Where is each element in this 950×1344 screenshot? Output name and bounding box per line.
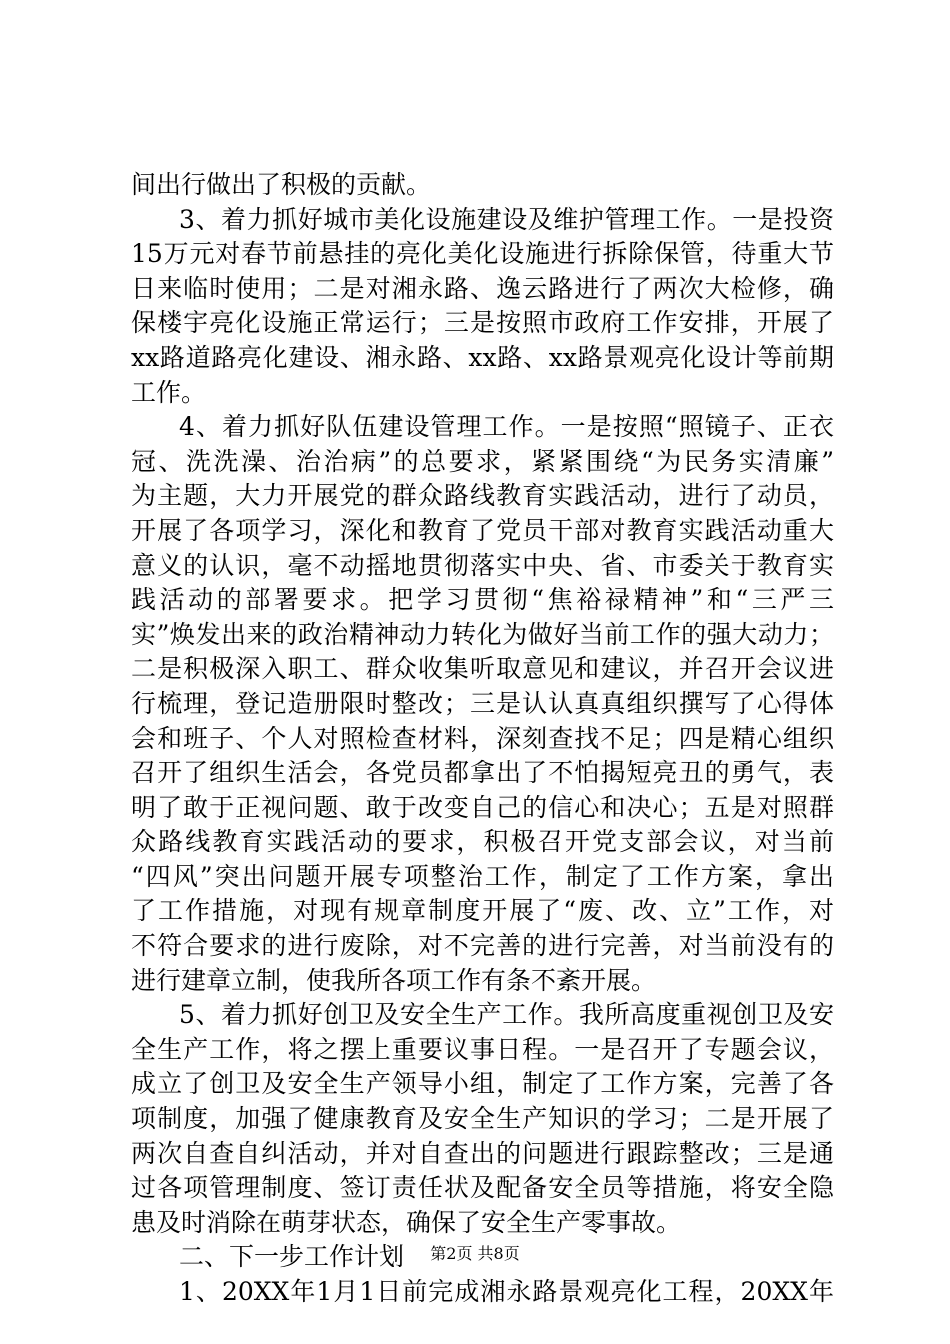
text-line: 过各项管理制度、签订责任状及配备安全员等措施，将安全隐 (131, 1173, 834, 1203)
text-line: 间出行做出了积极的贡献。 (131, 170, 432, 199)
page-number-footer: 第2页 共8页 (430, 1244, 520, 1263)
text-line: 全生产工作，将之摆上重要议事日程。一是召开了专题会议， (131, 1034, 834, 1064)
document-body (131, 168, 834, 1310)
text-line: 4、着力抓好队伍建设管理工作。一是按照“照镜子、正衣 (179, 412, 834, 442)
text-line: 二是积极深入职工、群众收集听取意见和建议，并召开会议进 (131, 654, 834, 684)
text-line: 开展了各项学习，深化和教育了党员干部对教育实践活动重大 (131, 515, 834, 545)
text-line: 不符合要求的进行废除，对不完善的进行完善，对当前没有的 (131, 931, 834, 961)
text-line: 成立了创卫及安全生产领导小组，制定了工作方案，完善了各 (131, 1069, 834, 1099)
text-line: xx路道路亮化建设、湘永路、xx路、xx路景观亮化设计等前期 (131, 342, 834, 372)
text-line: 3、着力抓好城市美化设施建设及维护管理工作。一是投资 (179, 204, 834, 234)
text-line: 1、20XX年1月1日前完成湘永路景观亮化工程，20XX年 (179, 1277, 834, 1306)
text-line: 践活动的部署要求。把学习贯彻“焦裕禄精神”和“三严三 (131, 585, 834, 615)
text-line: 患及时消除在萌芽状态，确保了安全生产零事故。 (131, 1207, 682, 1237)
text-line: 行梳理，登记造册限时整改；三是认认真真组织撰写了心得体 (131, 688, 834, 718)
text-line: 15万元对春节前悬挂的亮化美化设施进行拆除保管，待重大节 (131, 239, 834, 269)
text-line: 5、着力抓好创卫及安全生产工作。我所高度重视创卫及安 (179, 1000, 834, 1030)
text-line: 明了敢于正视问题、敢于改变自己的信心和决心；五是对照群 (131, 792, 834, 822)
text-line: 日来临时使用；二是对湘永路、逸云路进行了两次大检修，确 (131, 273, 834, 303)
text-line: 了工作措施，对现有规章制度开展了“废、改、立”工作，对 (131, 896, 834, 926)
text-line: 保楼宇亮化设施正常运行；三是按照市政府工作安排，开展了 (131, 308, 834, 338)
text-line: 两次自查自纠活动，并对自查出的问题进行跟踪整改；三是通 (131, 1138, 834, 1168)
text-line: 召开了组织生活会，各党员都拿出了不怕揭短亮丑的勇气，表 (131, 758, 834, 788)
text-line: 为主题，大力开展党的群众路线教育实践活动，进行了动员， (131, 481, 834, 511)
text-line: 实”焕发出来的政治精神动力转化为做好当前工作的强大动力； (131, 619, 834, 649)
section-heading: 二、下一步工作计划 (179, 1242, 405, 1272)
text-line: 冠、洗洗澡、治治病”的总要求，紧紧围绕“为民务实清廉” (131, 446, 834, 476)
text-line: 意义的认识，毫不动摇地贯彻落实中央、省、市委关于教育实 (131, 550, 834, 580)
text-line: 众路线教育实践活动的要求，积极召开党支部会议，对当前 (131, 827, 834, 857)
text-line: 项制度，加强了健康教育及安全生产知识的学习；二是开展了 (131, 1104, 834, 1134)
text-line: 工作。 (131, 377, 207, 407)
text-line: 会和班子、个人对照检查材料，深刻查找不足；四是精心组织 (131, 723, 834, 753)
text-line: “四风”突出问题开展专项整治工作，制定了工作方案，拿出 (131, 861, 834, 891)
text-line: 进行建章立制，使我所各项工作有条不紊开展。 (131, 965, 657, 995)
